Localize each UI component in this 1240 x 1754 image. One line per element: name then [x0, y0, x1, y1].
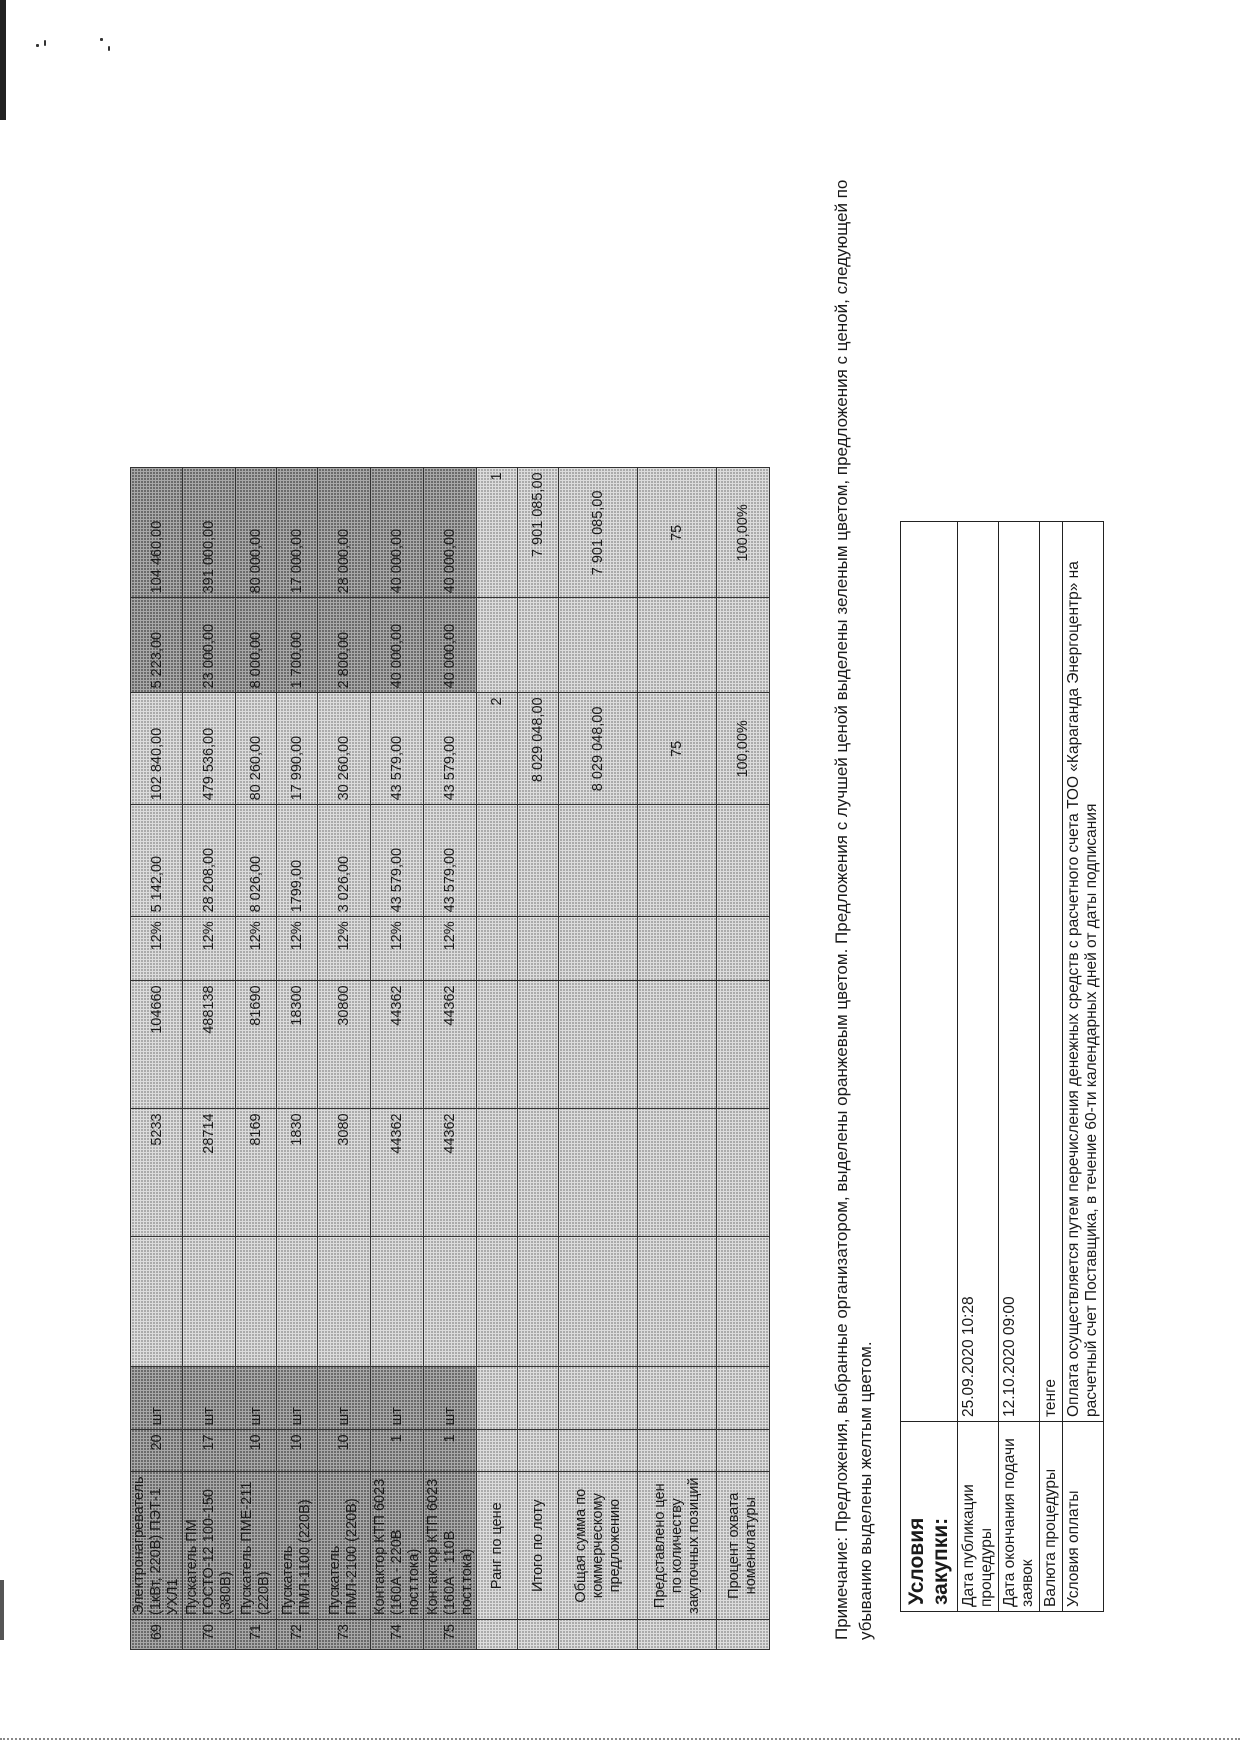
blank-cell — [717, 1237, 770, 1367]
blank-cell — [559, 917, 638, 981]
unit-price: 44362 — [424, 1109, 477, 1237]
blank-cell — [477, 1109, 518, 1237]
blank-cell — [559, 1237, 638, 1367]
row-number: 73 — [318, 1620, 371, 1650]
supplier1-price: 43 579,00 — [371, 805, 424, 917]
supplier1-price: 8 026,00 — [236, 805, 277, 917]
supplier2-price: 40 000,00 — [371, 598, 424, 693]
supplier1-coverage: 100,00% — [717, 693, 770, 805]
unit-price: 3080 — [318, 1109, 371, 1237]
blank-cell — [477, 1620, 518, 1650]
condition-value: 12.10.2020 09:00 — [999, 522, 1040, 1422]
supplier2-coverage: 100,00% — [717, 468, 770, 598]
condition-value: Оплата осуществляется путем перечисления денежных средств с расчетного счета ТОО «Караганда Энергоцентр» на расчетный счет Поставщика, в течение 60-ти календарных дней от даты подписания — [1063, 522, 1104, 1422]
supplier1-total: 8 029 048,00 — [518, 693, 559, 805]
blank-cell — [477, 1237, 518, 1367]
condition-label: Валюта процедуры — [1040, 1422, 1063, 1612]
table-row — [183, 468, 236, 1650]
blank-cell — [717, 1430, 770, 1472]
commercial-label: Общая сумма по коммерческому предложению — [559, 1472, 638, 1620]
item-name: Пускатель ПМ ГОСТО-12 100-150 (380В) — [183, 1472, 236, 1620]
blank-cell — [424, 1237, 477, 1367]
blank-cell — [717, 917, 770, 981]
blank-cell — [559, 805, 638, 917]
blank-cell — [518, 981, 559, 1109]
scan-speck — [44, 40, 46, 46]
supplier2-price: 8 000,00 — [236, 598, 277, 693]
unit-price: 1830 — [277, 1109, 318, 1237]
blank-cell — [638, 981, 717, 1109]
blank-cell — [717, 598, 770, 693]
supplier2-sum: 80 000,00 — [236, 468, 277, 598]
item-qty: 10 — [318, 1430, 371, 1472]
item-unit: шт — [277, 1367, 318, 1430]
vat-rate: 12% — [318, 917, 371, 981]
conditions-table — [900, 521, 1104, 1612]
item-unit: шт — [424, 1367, 477, 1430]
item-unit: шт — [371, 1367, 424, 1430]
supplier2-price: 2 800,00 — [318, 598, 371, 693]
blank-cell — [559, 598, 638, 693]
blank-cell — [717, 1109, 770, 1237]
blank-cell — [518, 917, 559, 981]
item-name: Контактор КТП 6023 (160А - 110В пост.тока) — [424, 1472, 477, 1620]
blank-cell — [638, 1620, 717, 1650]
supplier1-positions: 75 — [638, 693, 717, 805]
blank-cell — [518, 805, 559, 917]
blank-cell — [477, 598, 518, 693]
vat-rate: 12% — [131, 917, 183, 981]
blank-cell — [277, 1237, 318, 1367]
total-price: 104660 — [131, 981, 183, 1109]
table-row — [371, 468, 424, 1650]
supplier2-price: 23 000,00 — [183, 598, 236, 693]
blank-cell — [477, 917, 518, 981]
item-name: Контактор КТП 6023 (160А - 220В пост.тока) — [371, 1472, 424, 1620]
blank-cell — [559, 1430, 638, 1472]
row-number: 74 — [371, 1620, 424, 1650]
supplier2-rank: 1 — [477, 468, 518, 598]
blank-cell — [638, 917, 717, 981]
blank-cell — [236, 1237, 277, 1367]
item-name: Пускатель ПМЕ-211 (220В) — [236, 1472, 277, 1620]
supplier1-sum: 102 840,00 — [131, 693, 183, 805]
condition-label: Условия оплаты — [1063, 1422, 1104, 1612]
table-row — [424, 468, 477, 1650]
scan-edge-line — [0, 1738, 1240, 1742]
blank-cell — [717, 981, 770, 1109]
item-unit: шт — [318, 1367, 371, 1430]
supplier2-sum: 40 000,00 — [424, 468, 477, 598]
supplier2-sum: 17 000,00 — [277, 468, 318, 598]
item-qty: 20 — [131, 1430, 183, 1472]
supplier2-positions: 75 — [638, 468, 717, 598]
total-price: 488138 — [183, 981, 236, 1109]
scan-speck — [36, 44, 39, 47]
blank-cell — [183, 1237, 236, 1367]
supplier2-sum: 40 000,00 — [371, 468, 424, 598]
blank-cell — [638, 1367, 717, 1430]
summary-row-total — [518, 468, 559, 1650]
blank-cell — [559, 1620, 638, 1650]
item-qty: 1 — [424, 1430, 477, 1472]
conditions-title-row — [901, 522, 958, 1612]
rotated-sheet — [110, 90, 1110, 1650]
item-name: Пускатель ПМЛ-1100 (220В) — [277, 1472, 318, 1620]
conditions-title: Условия закупки: — [901, 1422, 958, 1612]
total-price: 81690 — [236, 981, 277, 1109]
supplier1-sum: 43 579,00 — [424, 693, 477, 805]
scan-speck — [108, 46, 110, 51]
summary-row-positions — [638, 468, 717, 1650]
vat-rate: 12% — [371, 917, 424, 981]
supplier1-rank: 2 — [477, 693, 518, 805]
vat-rate: 12% — [424, 917, 477, 981]
total-price: 18300 — [277, 981, 318, 1109]
supplier1-sum: 30 260,00 — [318, 693, 371, 805]
scan-speck — [100, 38, 103, 41]
unit-price: 8169 — [236, 1109, 277, 1237]
blank-cell — [477, 1367, 518, 1430]
unit-price: 44362 — [371, 1109, 424, 1237]
blank-cell — [559, 1109, 638, 1237]
total-price: 44362 — [371, 981, 424, 1109]
supplier2-sum: 104 460,00 — [131, 468, 183, 598]
conditions-row — [1063, 522, 1104, 1612]
supplier1-price: 28 208,00 — [183, 805, 236, 917]
condition-label: Дата публикации процедуры — [958, 1422, 999, 1612]
blank-cell — [717, 1620, 770, 1650]
blank-cell — [518, 1237, 559, 1367]
row-number: 72 — [277, 1620, 318, 1650]
supplier2-sum: 391 000,00 — [183, 468, 236, 598]
item-qty: 17 — [183, 1430, 236, 1472]
blank-cell — [131, 1237, 183, 1367]
condition-label: Дата окончания подачи заявок — [999, 1422, 1040, 1612]
supplier1-price: 5 142,00 — [131, 805, 183, 917]
table-row — [236, 468, 277, 1650]
blank-cell — [638, 1109, 717, 1237]
supplier1-price: 1799,00 — [277, 805, 318, 917]
table-row — [318, 468, 371, 1650]
item-qty: 1 — [371, 1430, 424, 1472]
item-unit: шт — [131, 1367, 183, 1430]
supplier2-price: 1 700,00 — [277, 598, 318, 693]
blank-cell — [477, 981, 518, 1109]
vat-rate: 12% — [277, 917, 318, 981]
blank-cell — [318, 1237, 371, 1367]
summary-row-commercial — [559, 468, 638, 1650]
scan-edge-mark — [0, 0, 6, 120]
positions-label: Представлено цен по количеству закупочных позиций — [638, 1472, 717, 1620]
supplier2-commercial-sum: 7 901 085,00 — [559, 468, 638, 598]
supplier1-commercial-sum: 8 029 048,00 — [559, 693, 638, 805]
blank-cell — [518, 1620, 559, 1650]
bids-table — [130, 467, 770, 1650]
row-number: 71 — [236, 1620, 277, 1650]
blank-cell — [559, 1367, 638, 1430]
condition-value: тенге — [1040, 522, 1063, 1422]
condition-value: 25.09.2020 10:28 — [958, 522, 999, 1422]
summary-row-rank — [477, 468, 518, 1650]
blank-cell — [477, 805, 518, 917]
supplier2-price: 40 000,00 — [424, 598, 477, 693]
supplier2-price: 5 223,00 — [131, 598, 183, 693]
blank-cell — [371, 1237, 424, 1367]
blank-cell — [559, 981, 638, 1109]
supplier1-price: 3 026,00 — [318, 805, 371, 917]
blank-cell — [901, 522, 958, 1422]
row-number: 75 — [424, 1620, 477, 1650]
blank-cell — [477, 1430, 518, 1472]
item-unit: шт — [183, 1367, 236, 1430]
supplier1-sum: 479 536,00 — [183, 693, 236, 805]
blank-cell — [717, 805, 770, 917]
rank-label: Ранг по цене — [477, 1472, 518, 1620]
summary-row-coverage — [717, 468, 770, 1650]
conditions-row — [958, 522, 999, 1612]
row-number: 69 — [131, 1620, 183, 1650]
item-unit: шт — [236, 1367, 277, 1430]
blank-cell — [518, 1367, 559, 1430]
total-price: 44362 — [424, 981, 477, 1109]
supplier1-sum: 17 990,00 — [277, 693, 318, 805]
note-text: Примечание: Предложения, выбранные организатором, выделены оранжевым цветом. Предложения с лучшей ценой выделены зеленым цветом, предложения с ценой, следующей по убыванию выделены желтым цветом. — [832, 179, 875, 1640]
total-price: 30800 — [318, 981, 371, 1109]
blank-cell — [638, 805, 717, 917]
blank-cell — [638, 1430, 717, 1472]
unit-price: 5233 — [131, 1109, 183, 1237]
scan-edge-mark — [0, 1580, 4, 1640]
conditions-row — [999, 522, 1040, 1612]
supplier1-sum: 80 260,00 — [236, 693, 277, 805]
item-name: Электронагреватель (1кВт, 220В) ПЭТ-1 УХЛ1 — [131, 1472, 183, 1620]
supplier2-sum: 28 000,00 — [318, 468, 371, 598]
blank-cell — [717, 1367, 770, 1430]
conditions-row — [1040, 522, 1063, 1612]
table-row — [277, 468, 318, 1650]
vat-rate: 12% — [183, 917, 236, 981]
item-qty: 10 — [277, 1430, 318, 1472]
blank-cell — [518, 1430, 559, 1472]
blank-cell — [518, 598, 559, 693]
supplier1-price: 43 579,00 — [424, 805, 477, 917]
item-name: Пускатель ПМЛ-2100 (220В) — [318, 1472, 371, 1620]
unit-price: 28714 — [183, 1109, 236, 1237]
coverage-label: Процент охвата номенклатуры — [717, 1472, 770, 1620]
blank-cell — [518, 1109, 559, 1237]
vat-rate: 12% — [236, 917, 277, 981]
item-qty: 10 — [236, 1430, 277, 1472]
total-label: Итого по лоту — [518, 1472, 559, 1620]
supplier2-total: 7 901 085,00 — [518, 468, 559, 598]
blank-cell — [638, 1237, 717, 1367]
blank-cell — [638, 598, 717, 693]
row-number: 70 — [183, 1620, 236, 1650]
table-row — [131, 468, 183, 1650]
supplier1-sum: 43 579,00 — [371, 693, 424, 805]
